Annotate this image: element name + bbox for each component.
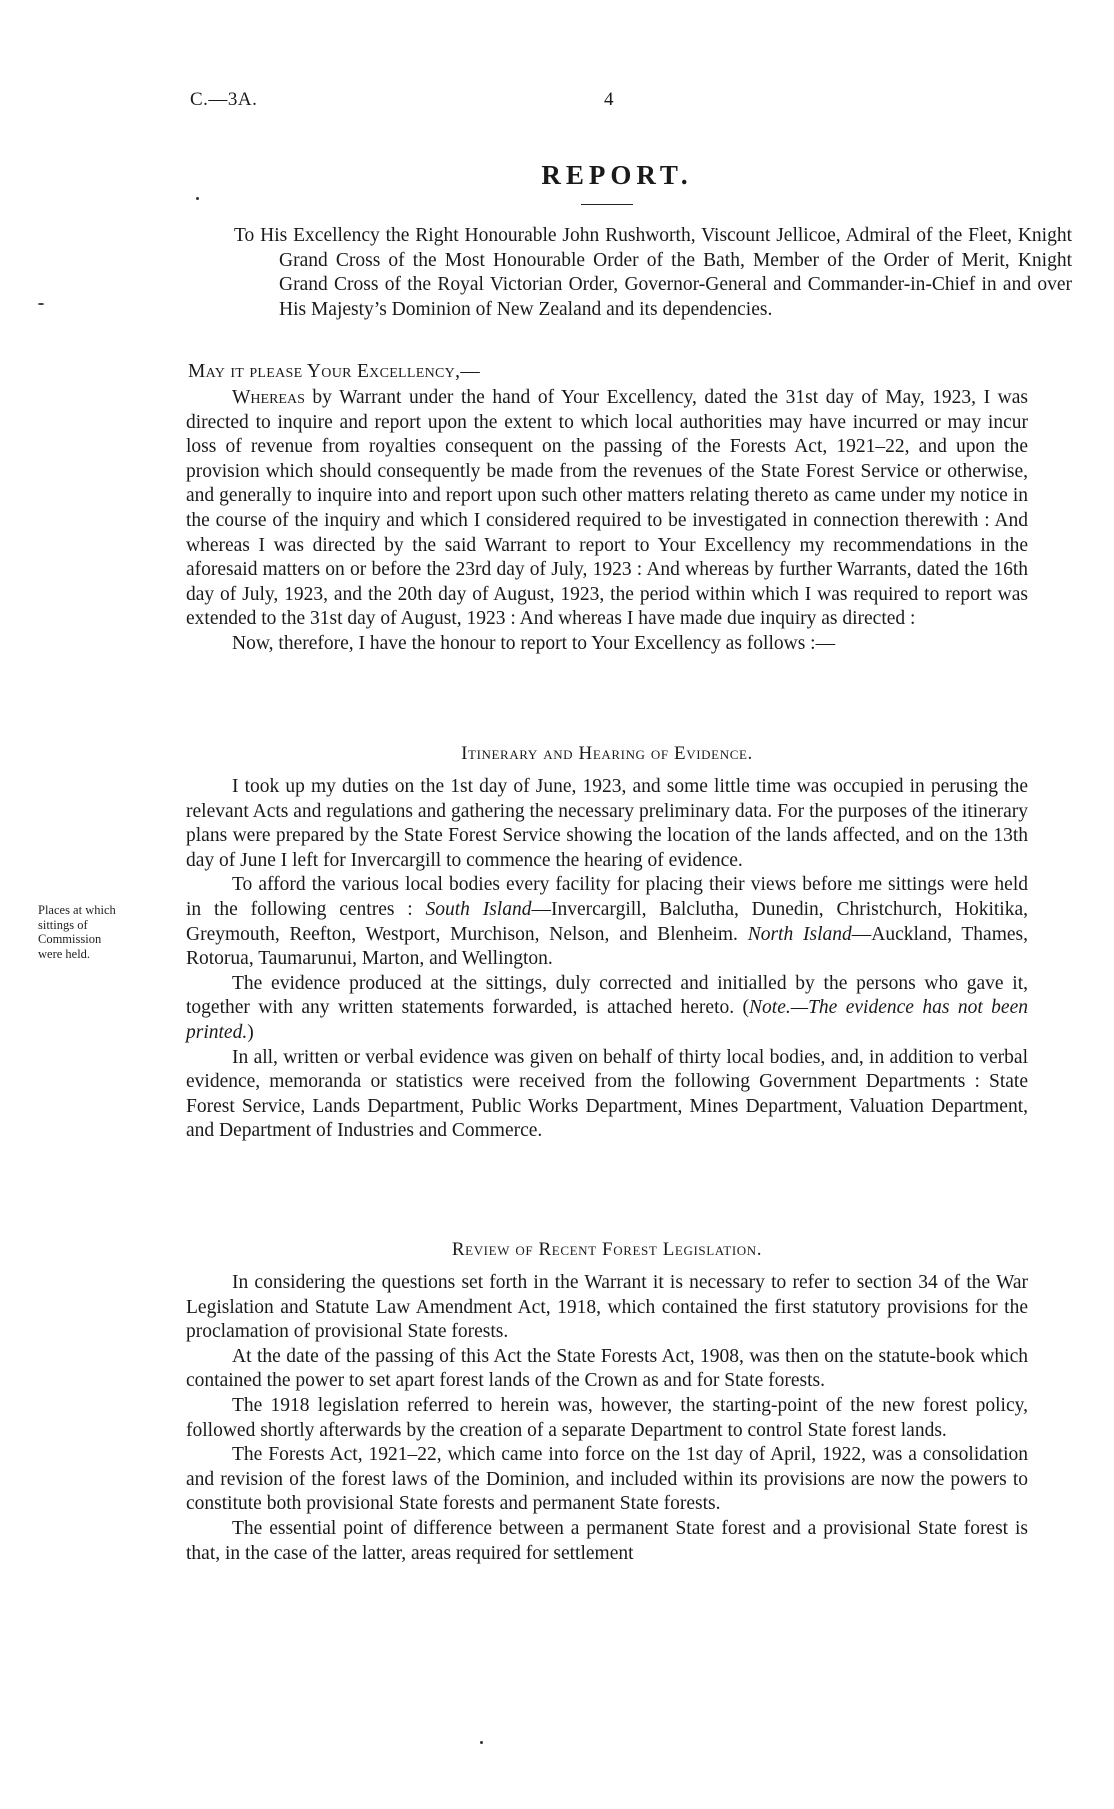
- evidence-note: Note.—The evidence has not been printed.: [186, 997, 1028, 1043]
- paragraph: At the date of the passing of this Act the State Forests Act, 1908, was then on the statute-book which contained the power to set apart forest lands of the Crown as and for State forests.: [186, 1345, 1028, 1392]
- report-title: REPORT.: [541, 160, 693, 190]
- paragraph: I took up my duties on the 1st day of June, 1923, and some little time was occupied in perusing the relevant Acts and regulations and gathering the necessary preliminary data. For the purposes of the itinerary plans were prepared by the State Forest Service showing the location of the lands affected, and on the 13th day of June I left for Invercargill to commence the hearing of evidence.: [186, 776, 1028, 871]
- north-island-label: North Island: [747, 923, 852, 945]
- text-run: —Invercargill, Balclutha, Dunedin, Christchurch, Hokitika, Greymouth, Reefton, Westport, Murchison, Nelson, and Blenheim.: [186, 898, 1029, 945]
- paragraph: The essential point of difference between a permanent State forest and a provisional State forest is that, in the case of the latter, areas required for settlement: [186, 1517, 1028, 1564]
- itinerary-section: [186, 775, 1028, 1144]
- page-number: 4: [604, 89, 614, 110]
- salutation: May it please Your Excellency,—: [188, 361, 481, 382]
- title-rule: [581, 204, 633, 205]
- text-run: —Auckland, Thames, Rotorua, Taumarunui, Marton, and Wellington.: [186, 923, 1029, 970]
- text-run: The evidence produced at the sittings, duly corrected and initialled by the persons who gave it, together with any written statements forwarded, is attached hereto. (: [186, 972, 1028, 1019]
- paragraph: In considering the questions set forth in the Warrant it is necessary to refer to section 34 of the War Legislation and Statute Law Amendment Act, 1918, which contained the first statutory provisions for the proclamation of provisional State forests.: [186, 1272, 1028, 1343]
- document-reference: C.—3A.: [190, 89, 258, 110]
- paragraph: In all, written or verbal evidence was given on behalf of thirty local bodies, and, in addition to verbal evidence, memoranda or statistics were received from the following Government Departments : State Forest Service, Lands Department, Public Works Department, Mines Department, Valuation Department, and Department of Industries and Commerce.: [186, 1046, 1028, 1142]
- text-run: ): [247, 1021, 254, 1043]
- whereas-word: Whereas: [232, 387, 305, 408]
- margin-note-line: sittings of: [38, 917, 88, 932]
- margin-note-line: were held.: [38, 946, 91, 961]
- paragraph: The 1918 legislation referred to herein was, however, the starting-point of the new forest policy, followed shortly afterwards by the creation of a separate Department to control State forest lands.: [186, 1394, 1028, 1441]
- margin-note-line: Places at which: [38, 903, 116, 917]
- section-heading-itinerary: Itinerary and Hearing of Evidence.: [461, 743, 753, 764]
- paragraph-sittings: [186, 873, 1028, 971]
- address-paragraph: To His Excellency the Right Honourable John Rushworth, Viscount Jellicoe, Admiral of the Fleet, Knight Grand Cross of the Most Honourable Order of the Bath, Member of the Order of Merit, Knight Grand Cross of the Royal Victorian Order, Governor-General and Commander-in-Chief in and over His Majesty’s Dominion of New Zealand and its dependencies.: [234, 225, 1072, 320]
- stray-mark: [196, 197, 199, 200]
- stray-mark: [38, 303, 44, 305]
- paragraph-evidence: [186, 972, 1028, 1046]
- stray-mark: [480, 1741, 483, 1744]
- margin-note: [38, 903, 158, 961]
- section-heading-legislation: Review of Recent Forest Legislation.: [451, 1239, 763, 1260]
- margin-note-line: Commission: [38, 932, 102, 946]
- south-island-label: South Island: [425, 898, 532, 920]
- paragraph: The Forests Act, 1921–22, which came into force on the 1st day of April, 1922, was a consolidation and revision of the forest laws of the Dominion, and included within its provisions are now the powers to constitute both provisional State forests and permanent State forests.: [186, 1444, 1028, 1515]
- whereas-text: by Warrant under the hand of Your Excellency, dated the 31st day of May, 1923, I was directed to inquire and report upon the extent to which local authorities may have incurred or may incur loss of revenue from royalties consequent on the passing of the Forests Act, 1921–22, and upon the provision which should consequently be made from the revenues of the State Forest Service or otherwise, and generally to inquire into and report upon such other matters relating thereto as came under my notice in the course of the inquiry and which I considered required to be investigated in connection therewith : And whereas I was directed by the said Warrant to report to Your Excellency my recommendations in the aforesaid matters on or before the 23rd day of July, 1923 : And whereas by further Warrants, dated the 16th day of July, 1923, and the 20th day of August, 1923, the period within which I was required to report was extended to the 31st day of August, 1923 : And whereas I have made due inquiry as directed :: [186, 387, 1028, 630]
- intro-section: [186, 386, 1028, 657]
- whereas-paragraph: [186, 386, 1028, 632]
- legislation-section: [186, 1271, 1028, 1566]
- now-therefore-paragraph: Now, therefore, I have the honour to report to Your Excellency as follows :—: [232, 632, 836, 654]
- text-run: To afford the various local bodies every facility for placing their views before me sittings were held in the following centres :: [186, 874, 1028, 920]
